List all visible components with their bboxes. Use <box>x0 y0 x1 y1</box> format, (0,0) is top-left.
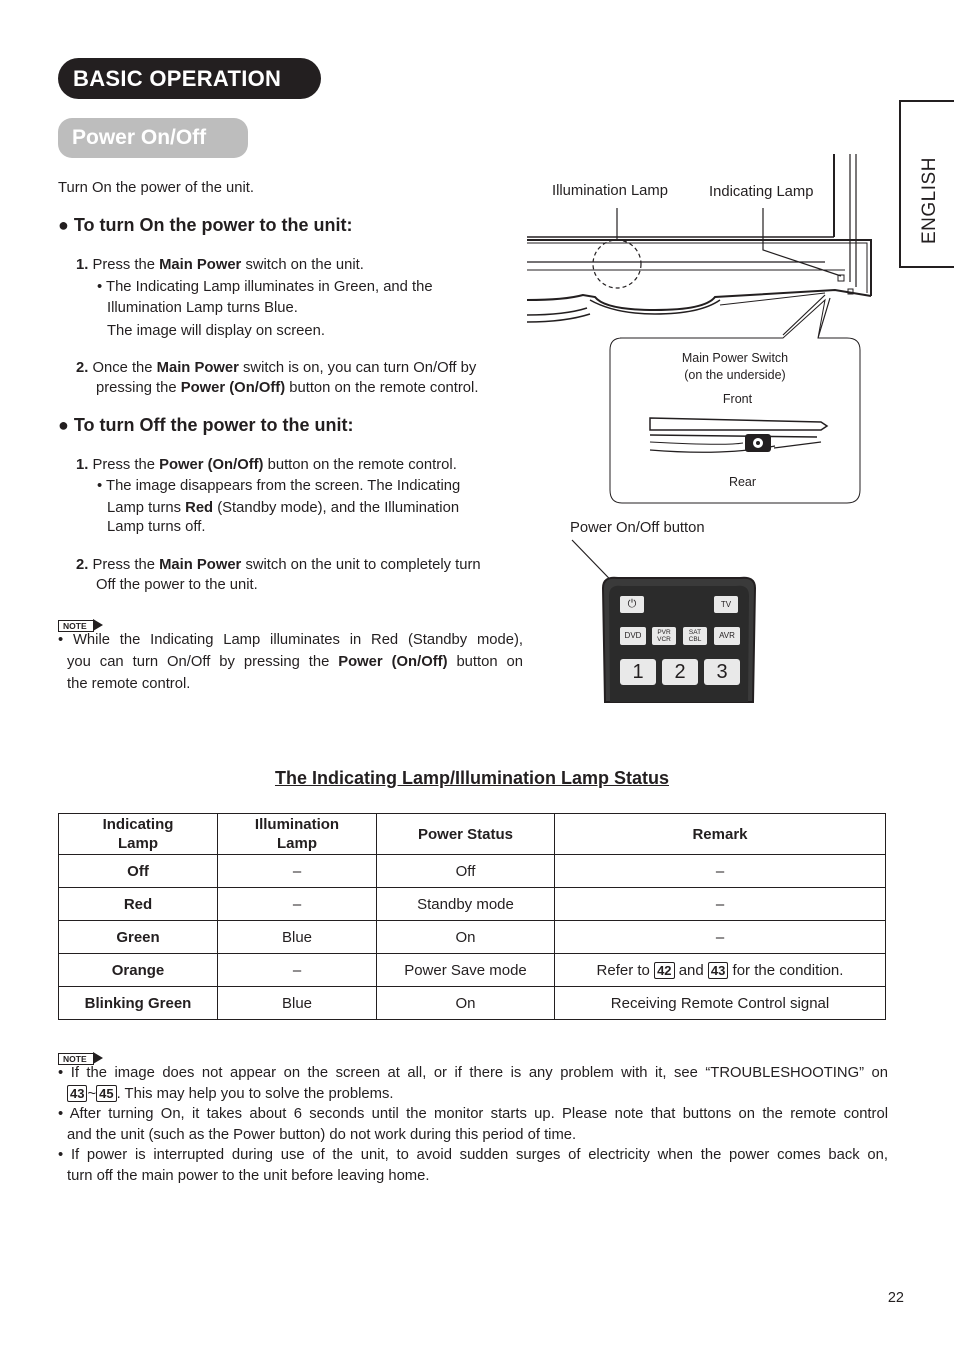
note-text: . This may help you to solve the problems. <box>116 1085 394 1102</box>
table-header-row <box>59 814 886 855</box>
note-text: ~ <box>87 1085 97 1102</box>
key-2-button[interactable]: 2 <box>662 659 698 685</box>
cell-remark: Receiving Remote Control signal <box>555 987 886 1020</box>
step-bold: Main Power <box>159 557 242 573</box>
header-text: Lamp <box>276 835 317 852</box>
bullet-text: Lamp turns <box>107 500 186 516</box>
cell-illumination: Blue <box>218 921 377 954</box>
power-button-label: Power On/Off button <box>570 520 705 536</box>
turn-on-heading: ● To turn On the power to the unit: <box>58 215 353 235</box>
turn-off-step-2 <box>76 555 481 576</box>
note-line <box>58 1084 888 1105</box>
note-bold: Power (On/Off) <box>338 654 448 670</box>
step-text: Press the <box>92 457 160 473</box>
note-label: NOTE <box>58 620 94 632</box>
note-line: • After turning On, it takes about 6 seconds until the monitor starts up. Please note that buttons on the remote control <box>58 1106 888 1122</box>
step-bold: Main Power <box>156 360 239 376</box>
turn-on-bullet-line: The image will display on screen. <box>107 323 325 339</box>
status-table <box>58 813 886 1020</box>
turn-on-step-2 <box>76 358 476 379</box>
page-number: 22 <box>887 1290 904 1306</box>
cell-remark: – <box>555 888 886 921</box>
step-number: 1. <box>76 457 89 473</box>
bullet-text: The Indicating Lamp illuminates in Green, and the <box>106 279 433 295</box>
bullet-text: The image disappears from the screen. The Indicating <box>106 478 461 494</box>
cell-illumination: – <box>218 954 377 987</box>
cell-indicating: Off <box>59 855 218 888</box>
step-text: button on the remote control. <box>285 380 479 396</box>
page-ref-link[interactable]: 43 <box>67 1085 87 1102</box>
header-indicating-lamp <box>59 814 218 855</box>
step-text: Press the <box>92 257 160 273</box>
cell-status: On <box>377 921 555 954</box>
cell-status: Off <box>377 855 555 888</box>
sat-cbl-button[interactable] <box>683 627 707 645</box>
note-label: NOTE <box>58 1053 94 1065</box>
language-tab-label: ENGLISH <box>919 157 940 244</box>
cell-remark: – <box>555 921 886 954</box>
cell-indicating: Green <box>59 921 218 954</box>
note-text: After turning On, it takes about 6 seconds until the monitor starts up. Please note that buttons on the remote control <box>69 1106 888 1122</box>
intro-text: Turn On the power of the unit. <box>58 180 255 196</box>
note-line: the remote control. <box>67 676 191 692</box>
note-arrow-icon <box>93 619 103 631</box>
cell-status: Power Save mode <box>377 954 555 987</box>
key-label: VCR <box>657 636 671 643</box>
bullet-text: (Standby mode), and the Illumination <box>213 500 460 516</box>
pvr-vcr-button[interactable] <box>652 627 676 645</box>
cell-indicating: Orange <box>59 954 218 987</box>
key-1-button[interactable]: 1 <box>620 659 656 685</box>
cell-remark: – <box>555 855 886 888</box>
key-label: CBL <box>688 636 702 643</box>
note-text: If the image does not appear on the screen at all, or if there is any problem with it, see “TROUBLESHOOTING” on <box>70 1065 889 1081</box>
step-text: pressing the <box>96 380 181 396</box>
turn-off-step-2-line2: Off the power to the unit. <box>96 577 258 593</box>
tv-diagram <box>525 150 875 510</box>
step-text: switch is on, you can turn On/Off by <box>238 360 477 376</box>
key-label: SAT <box>688 629 702 636</box>
table-row <box>59 987 886 1020</box>
table-row <box>59 954 886 987</box>
bottom-notes <box>58 1063 888 1186</box>
power-icon: ⏻ <box>627 598 637 610</box>
note-text: While the Indicating Lamp illuminates in Red (Standby mode), <box>72 632 523 648</box>
section-title: BASIC OPERATION <box>58 58 321 99</box>
illumination-lamp-label: Illumination Lamp <box>552 183 668 199</box>
turn-on-step-1 <box>76 255 364 276</box>
rear-label: Rear <box>728 475 757 489</box>
step-bold: Main Power <box>159 257 242 273</box>
step-number: 2. <box>76 557 89 573</box>
turn-on-bullet-line: Illumination Lamp turns Blue. <box>107 300 298 316</box>
turn-off-step-1 <box>76 455 457 476</box>
cell-status: On <box>377 987 555 1020</box>
note-1 <box>58 630 523 695</box>
cell-remark <box>555 954 886 987</box>
cell-illumination: Blue <box>218 987 377 1020</box>
note-line <box>58 652 523 673</box>
turn-off-bullet-line <box>107 498 459 519</box>
main-power-switch-label: Main Power Switch <box>681 351 789 365</box>
remark-text: and <box>674 961 708 979</box>
avr-button[interactable]: AVR <box>714 627 740 645</box>
dvd-button[interactable]: DVD <box>620 627 646 645</box>
remark-text: for the condition. <box>728 961 844 979</box>
note-line: • If power is interrupted during use of the unit, to avoid sudden surges of electricity when the power comes back on, <box>58 1147 888 1163</box>
turn-on-step-2-line2 <box>96 378 478 399</box>
page-ref-link[interactable]: 42 <box>654 962 674 979</box>
table-row <box>59 888 886 921</box>
tv-button[interactable]: TV <box>714 596 738 613</box>
note-arrow-icon <box>93 1052 103 1064</box>
step-text: Press the <box>92 557 160 573</box>
note-line: and the unit (such as the Power button) do not work during this period of time. <box>67 1126 577 1143</box>
step-number: 1. <box>76 257 89 273</box>
remark-text: Refer to <box>596 961 655 979</box>
turn-on-heading-text: To turn On the power to the unit: <box>73 215 353 235</box>
header-remark: Remark <box>555 814 886 855</box>
header-text: Indicating <box>102 816 174 833</box>
step-text: button on the remote control. <box>263 457 457 473</box>
note-text: you can turn On/Off by pressing the <box>67 654 339 670</box>
note-text: button on <box>447 654 523 670</box>
table-row <box>59 855 886 888</box>
step-bold: Power (On/Off) <box>180 380 286 396</box>
header-power-status: Power Status <box>377 814 555 855</box>
table-title: The Indicating Lamp/Illumination Lamp Status <box>274 768 670 788</box>
turn-off-heading: ● To turn Off the power to the unit: <box>58 415 354 435</box>
key-label: PVR <box>657 629 671 636</box>
cell-illumination: – <box>218 855 377 888</box>
header-text: Lamp <box>117 835 158 852</box>
note-text: If power is interrupted during use of the unit, to avoid sudden surges of electricity when the power comes back on, <box>70 1147 888 1163</box>
indicating-lamp-label: Indicating Lamp <box>709 184 814 200</box>
header-text: Illumination <box>254 816 340 833</box>
cell-indicating: Red <box>59 888 218 921</box>
page-ref-link[interactable]: 45 <box>96 1085 116 1102</box>
note-line: turn off the main power to the unit before leaving home. <box>67 1167 430 1184</box>
bullet-bold: Red <box>185 500 214 516</box>
turn-off-bullet-line: • The image disappears from the screen. The Indicating <box>97 478 461 494</box>
cell-status: Standby mode <box>377 888 555 921</box>
step-text: Once the <box>92 360 157 376</box>
step-text: switch on the unit to completely turn <box>241 557 481 573</box>
step-text: switch on the unit. <box>241 257 364 273</box>
power-on-off-button[interactable] <box>620 596 644 613</box>
note-line: • While the Indicating Lamp illuminates in Red (Standby mode), <box>58 632 523 648</box>
subsection-title: Power On/Off <box>58 118 248 158</box>
key-3-button[interactable]: 3 <box>704 659 740 685</box>
turn-on-bullet-line: • The Indicating Lamp illuminates in Green, and the <box>97 279 433 295</box>
note-line: • If the image does not appear on the screen at all, or if there is any problem with it, see “TROUBLESHOOTING” on <box>58 1065 889 1081</box>
cell-indicating: Blinking Green <box>59 987 218 1020</box>
language-tab <box>899 100 954 268</box>
step-bold: Power (On/Off) <box>159 457 264 473</box>
step-number: 2. <box>76 360 89 376</box>
table-row <box>59 921 886 954</box>
header-illumination-lamp <box>218 814 377 855</box>
cell-illumination: – <box>218 888 377 921</box>
page-ref-link[interactable]: 43 <box>708 962 728 979</box>
underside-label: (on the underside) <box>684 368 786 382</box>
turn-off-bullet-line: Lamp turns off. <box>107 519 206 535</box>
front-label: Front <box>722 392 753 406</box>
turn-off-heading-text: To turn Off the power to the unit: <box>73 415 354 435</box>
